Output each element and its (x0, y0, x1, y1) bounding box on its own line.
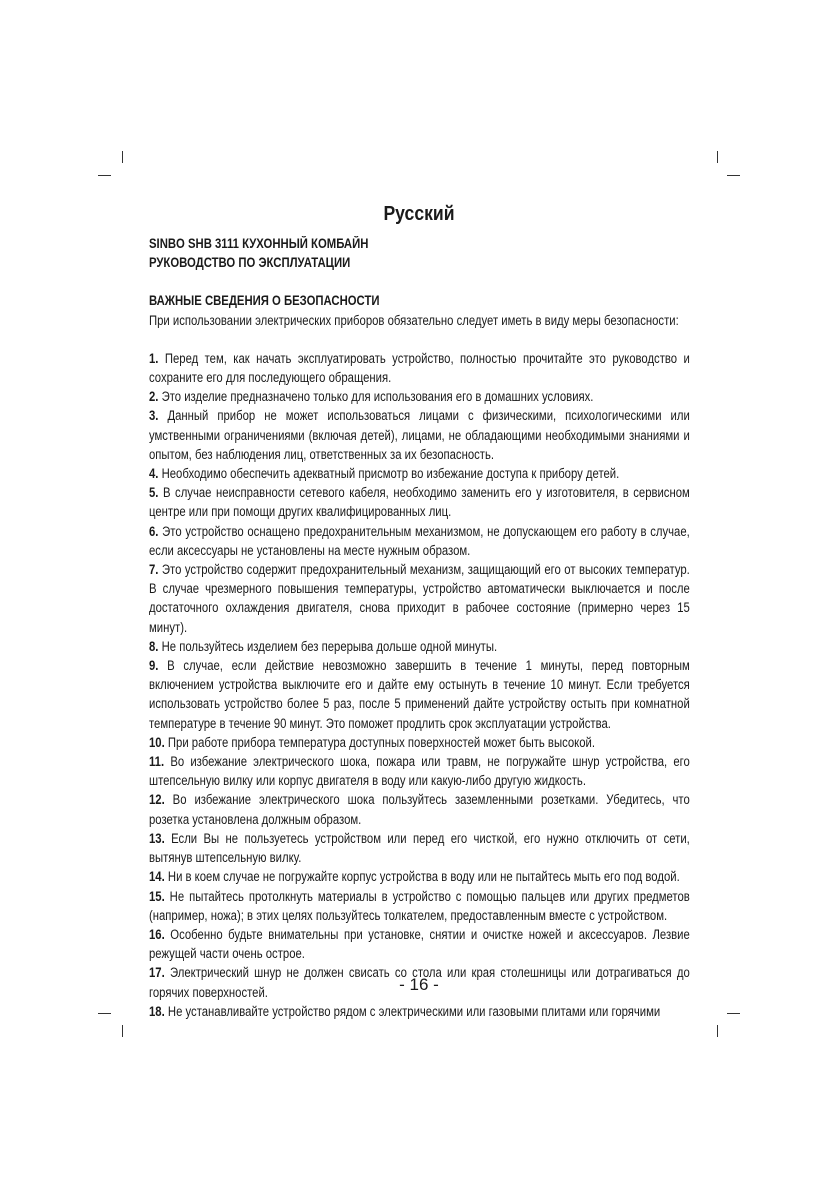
safety-item-number: 3. (149, 408, 159, 424)
safety-item (149, 637, 690, 656)
safety-item-number: 11. (149, 754, 165, 770)
safety-item (149, 406, 690, 464)
safety-item-text: Во избежание электрического шока пользуйтесь заземленными розетками. Убедитесь, что розетка установлена должным образом. (149, 792, 690, 827)
crop-mark-top-right-vertical (717, 151, 718, 163)
page-number: - 16 - (399, 975, 439, 994)
safety-item (149, 867, 690, 886)
crop-mark-bottom-right-horizontal (727, 1013, 740, 1014)
safety-item-text: Электрический шнур не должен свисать со стола или края столешницы или дотрагиваться до горячих поверхностей. (149, 965, 690, 1000)
crop-mark-bottom-left-vertical (122, 1025, 123, 1037)
safety-item-text: В случае, если действие невозможно завершить в течение 1 минуты, перед повторным включением устройства выключите его и дайте ему остынуть в течение 10 минут. Если требуется использовать устройство более 5 раз, после 5 применений дайте устройству остыть при комнатной температуре в течение 90 минут. Это поможет продлить срок эксплуатации устройства. (149, 658, 690, 731)
safety-item (149, 790, 690, 828)
safety-item-text: В случае неисправности сетевого кабеля, необходимо заменить его у изготовителя, в сервисном центре или при помощи других квалифицированных лиц. (149, 485, 690, 520)
safety-item-number: 7. (149, 562, 159, 578)
safety-item (149, 349, 690, 387)
safety-item-number: 12. (149, 792, 165, 808)
page-content (149, 234, 690, 1021)
safety-item-text: Не устанавливайте устройство рядом с электрическими или газовыми плитами или горячими (167, 1003, 661, 1019)
safety-item-text: Не пользуйтесь изделием без перерыва дольше одной минуты. (161, 638, 498, 654)
safety-item-text: Необходимо обеспечить адекватный присмотр во избежание доступа к прибору детей. (161, 466, 620, 482)
safety-item-number: 2. (149, 389, 159, 405)
safety-list (149, 349, 690, 1021)
safety-item (149, 656, 690, 733)
safety-item (149, 733, 690, 752)
crop-mark-top-right-horizontal (727, 175, 740, 176)
safety-item-number: 13. (149, 830, 165, 846)
safety-item-number: 14. (149, 869, 165, 885)
crop-mark-bottom-left-horizontal (98, 1013, 111, 1014)
section-title: ВАЖНЫЕ СВЕДЕНИЯ О БЕЗОПАСНОСТИ (149, 293, 380, 309)
safety-item-text: Не пытайтесь протолкнуть материалы в устройство с помощью пальцев или других предметов (например, ножа); в этих целях пользуйтесь толкателем, предоставленным вместе с устройством. (149, 888, 690, 923)
safety-item-number: 6. (149, 523, 159, 539)
intro-text: При использовании электрических приборов обязательно следует иметь в виду меры безопасности: (149, 312, 679, 328)
safety-item-text: Если Вы не пользуетесь устройством или перед его чисткой, его нужно отключить от сети, вытянув штепсельную вилку. (149, 830, 690, 866)
safety-item-number: 5. (149, 485, 159, 501)
safety-item (149, 1002, 690, 1021)
safety-item-number: 1. (149, 350, 159, 366)
crop-mark-top-left-vertical (122, 151, 123, 163)
safety-item-number: 17. (149, 965, 165, 981)
safety-item-text: Особенно будьте внимательны при установке, снятии и очистке ножей и аксессуаров. Лезвие режущей части очень острое. (149, 926, 690, 962)
safety-item-text: При работе прибора температура доступных поверхностей может быть высокой. (167, 734, 596, 750)
safety-item-text: Перед тем, как начать эксплуатировать устройство, полностью прочитайте это руководство и сохраните его для последующего обращения. (149, 350, 690, 386)
product-title: SINBO SHB 3111 КУХОННЫЙ КОМБАЙН (149, 236, 369, 251)
safety-item-number: 16. (149, 926, 165, 942)
safety-item-number: 8. (149, 638, 159, 654)
safety-item (149, 752, 690, 790)
safety-item-text: Ни в коем случае не погружайте корпус устройства в воду или не пытайтесь мыть его под водой. (167, 869, 680, 885)
safety-item-text: Данный прибор не может использоваться лицами с физическими, психологическими или умственными ограничениями (включая детей), лицами, не обладающими необходимыми знаниями и опытом, без наблюдения лиц, ответственных за их безопасность. (149, 408, 690, 462)
safety-item-text: Во избежание электрического шока, пожара или травм, не погружайте шнур устройства, его штепсельную вилку или корпус двигателя в воду или какую-либо другую жидкость. (149, 754, 690, 789)
safety-item-number: 9. (149, 658, 159, 674)
safety-item-text: Это устройство оснащено предохранительным механизмом, не допускающем его работу в случае, если аксессуары не установлены на месте нужным образом. (149, 523, 690, 558)
safety-item (149, 560, 690, 637)
safety-item (149, 387, 690, 406)
safety-item-number: 10. (149, 734, 165, 750)
crop-mark-bottom-right-vertical (717, 1025, 718, 1037)
language-heading: Русский (383, 203, 455, 225)
safety-item (149, 522, 690, 560)
safety-item (149, 925, 690, 963)
safety-item-number: 15. (149, 888, 165, 904)
safety-item (149, 887, 690, 925)
safety-item-number: 4. (149, 466, 159, 482)
safety-item-text: Это изделие предназначено только для использования его в домашних условиях. (161, 389, 594, 405)
safety-item-text: Это устройство содержит предохранительный механизм, защищающий его от высоких температур. В случае чрезмерного повышения температуры, устройство автоматически выключается и после достаточного охлаждения двигателя, снова приходит в рабочее состояние (примерно через 15 минут). (149, 562, 690, 635)
safety-item-number: 18. (149, 1003, 165, 1019)
safety-item (149, 464, 690, 483)
manual-title: РУКОВОДСТВО ПО ЭКСПЛУАТАЦИИ (149, 255, 351, 271)
safety-item (149, 483, 690, 521)
safety-item (149, 829, 690, 867)
crop-mark-top-left-horizontal (98, 175, 111, 176)
